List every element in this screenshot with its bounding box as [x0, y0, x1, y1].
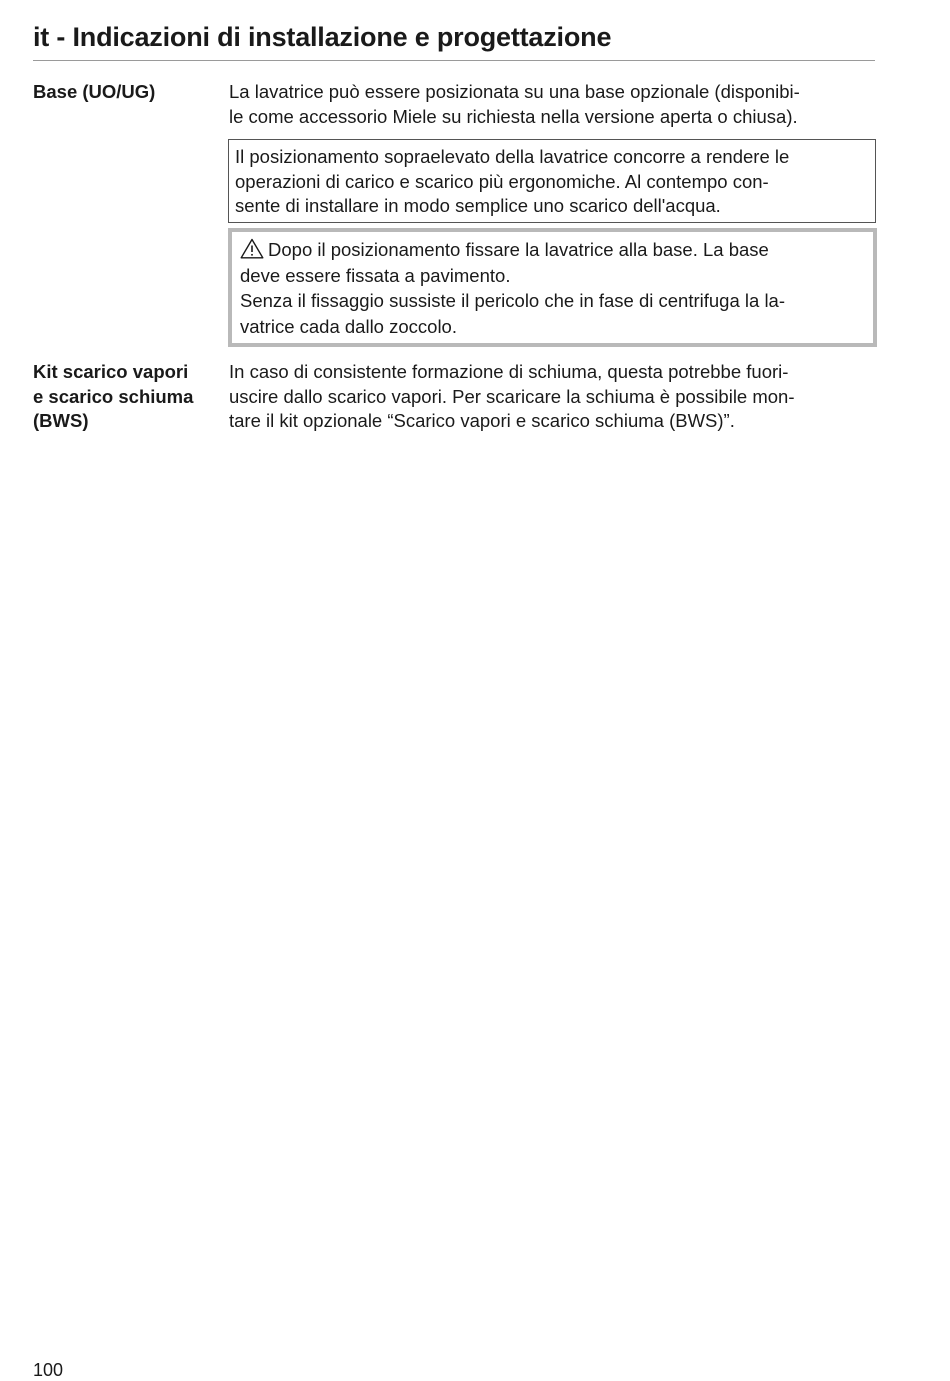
note-line: Il posizionamento sopraelevato della lavatrice concorre a rendere le — [235, 146, 790, 167]
title-divider — [33, 60, 875, 61]
bws-paragraph — [229, 360, 879, 434]
warning-box — [228, 228, 877, 347]
base-paragraph-line: La lavatrice può essere posizionata su una base opzionale (disponibi- — [229, 81, 800, 102]
section-label-bws — [33, 360, 223, 434]
section-label-line: (BWS) — [33, 410, 89, 431]
info-note-box — [228, 139, 876, 223]
page-title: it - Indicazioni di installazione e progettazione — [33, 22, 612, 52]
section-label-line: Kit scarico vapori — [33, 361, 189, 382]
warning-text: Dopo il posizionamento fissare la lavatrice alla base. La base — [268, 239, 769, 260]
note-line: operazioni di carico e scarico più ergonomiche. Al contempo con- — [235, 170, 769, 192]
page-number: 100 — [33, 1360, 64, 1380]
section-label-base: Base (UO/UG) — [33, 81, 156, 102]
bws-paragraph-line: tare il kit opzionale “Scarico vapori e scarico schiuma (BWS)”. — [229, 410, 735, 431]
warning-line — [240, 237, 873, 263]
warning-line: vatrice cada dallo zoccolo. — [240, 315, 457, 337]
warning-line: deve essere fissata a pavimento. — [240, 264, 511, 286]
bws-paragraph-line: uscire dallo scarico vapori. Per scaricare la schiuma è possibile mon- — [229, 385, 795, 407]
section-label-line: e scarico schiuma — [33, 385, 194, 407]
bws-paragraph-line: In caso di consistente formazione di schiuma, questa potrebbe fuori- — [229, 361, 789, 382]
warning-line: Senza il fissaggio sussiste il pericolo che in fase di centrifuga la la- — [240, 290, 786, 311]
warning-triangle-icon — [240, 238, 264, 259]
note-line: sente di installare in modo semplice uno scarico dell'acqua. — [235, 195, 721, 216]
base-paragraph-line: le come accessorio Miele su richiesta nella versione aperta o chiusa). — [229, 105, 798, 127]
base-paragraph — [229, 80, 879, 129]
